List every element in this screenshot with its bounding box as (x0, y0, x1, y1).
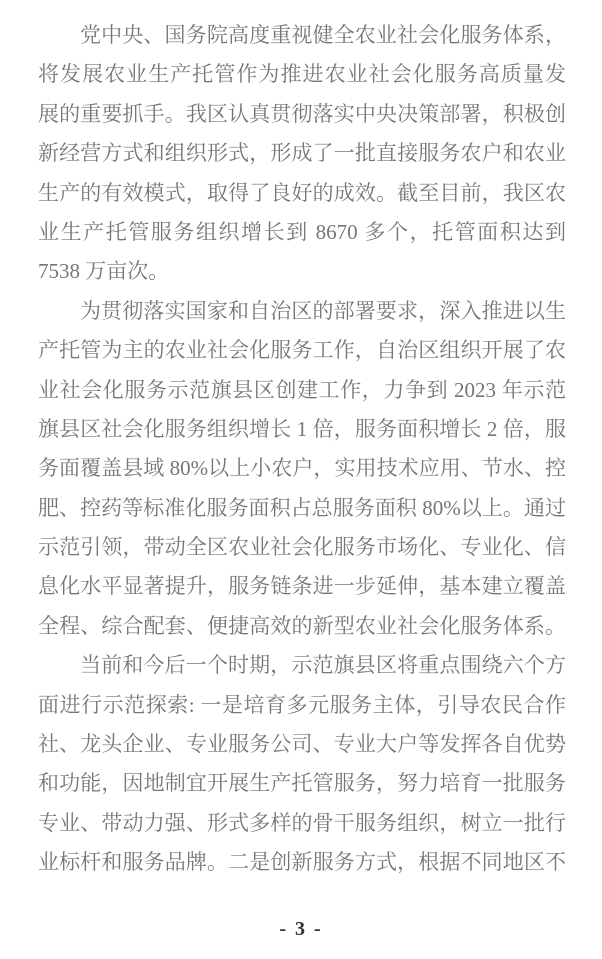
text-line: 全程、综合配套、便捷高效的新型农业社会化服务体系。 (38, 613, 566, 638)
text-line: 专业、带动力强、形式多样的骨干服务组织，树立一批行 (38, 810, 566, 835)
document-body (38, 16, 566, 883)
text-line: 展的重要抓手。我区认真贯彻落实中央决策部署，积极创 (38, 101, 566, 126)
text-line: 产托管为主的农业社会化服务工作，自治区组织开展了农 (38, 338, 566, 363)
text-line: 肥、控药等标准化服务面积占总服务面积 80%以上。通过 (38, 495, 566, 520)
text-line: 业生产托管服务组织增长到 8670 多个，托管面积达到 (38, 219, 566, 244)
paragraph (38, 16, 566, 292)
paragraph (38, 292, 566, 647)
text-line: 7538 万亩次。 (38, 259, 170, 284)
text-line: 社、龙头企业、专业服务公司、专业大户等发挥各自优势 (38, 732, 566, 757)
paragraph (38, 646, 566, 882)
text-line: 示范引领，带动全区农业社会化服务市场化、专业化、信 (38, 535, 566, 560)
page-number: - 3 - (279, 918, 323, 940)
text-line: 旗县区社会化服务组织增长 1 倍，服务面积增长 2 倍，服 (38, 416, 566, 441)
text-line: 将发展农业生产托管作为推进农业社会化服务高质量发 (38, 62, 566, 87)
text-line: 业社会化服务示范旗县区创建工作，力争到 2023 年示范 (38, 377, 566, 402)
text-line: 党中央、国务院高度重视健全农业社会化服务体系， (80, 23, 566, 47)
text-line: 务面覆盖县域 80%以上小农户，实用技术应用、节水、控 (38, 456, 566, 481)
text-line: 生产的有效模式，取得了良好的成效。截至目前，我区农 (38, 180, 566, 205)
text-line: 面进行示范探索: 一是培育多元服务主体，引导农民合作 (38, 692, 566, 717)
text-line: 和功能，因地制宜开展生产托管服务，努力培育一批服务 (38, 771, 566, 796)
text-line: 息化水平显著提升，服务链条进一步延伸，基本建立覆盖 (38, 574, 566, 599)
text-line: 新经营方式和组织形式，形成了一批直接服务农户和农业 (38, 141, 566, 166)
text-line: 当前和今后一个时期，示范旗县区将重点围绕六个方 (80, 653, 566, 678)
text-line: 业标杆和服务品牌。二是创新服务方式，根据不同地区不 (38, 850, 566, 875)
text-line: 为贯彻落实国家和自治区的部署要求，深入推进以生 (80, 298, 566, 323)
